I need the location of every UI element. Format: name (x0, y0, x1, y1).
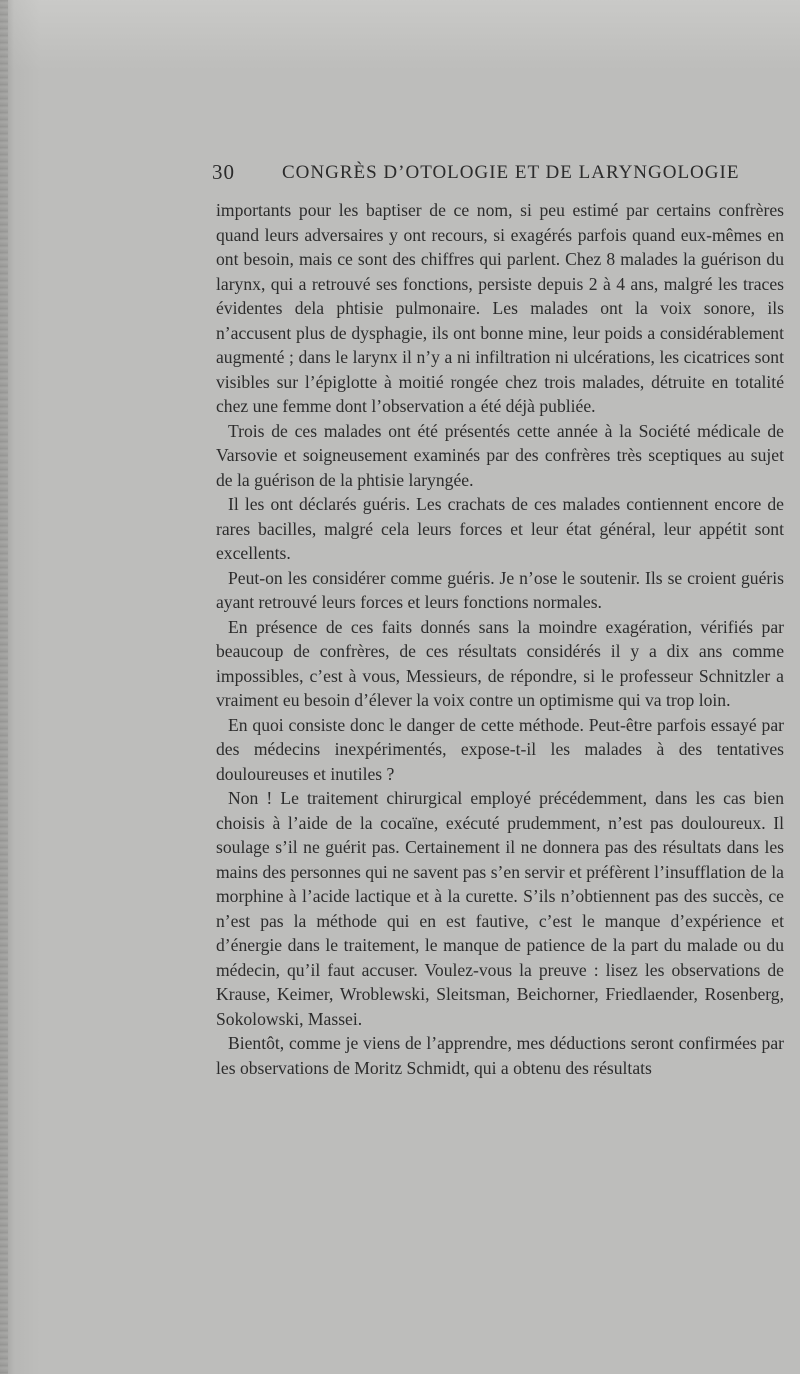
body-text (216, 198, 784, 1080)
running-title: CONGRÈS D’OTOLOGIE ET DE LARYNGOLOGIE (282, 162, 740, 183)
paragraph: Trois de ces malades ont été présentés cette année à la Société médicale de Varsovie et soigneusement examinés par des confrères très sceptiques au sujet de la guérison de la phtisie laryngée. (216, 420, 784, 490)
running-header (212, 160, 772, 190)
paragraph: En présence de ces faits donnés sans la moindre exagération, vérifiés par beaucoup de confrères, de ces résultats considérés il y a dix ans comme impossibles, c’est à vous, Messieurs, de répondre, si le professeur Schnitzler a vraiment eu besoin d’élever la voix contre un optimisme qui va trop loin. (216, 616, 784, 710)
paragraph: Bientôt, comme je viens de l’apprendre, mes déductions seront confirmées par les observations de Moritz Schmidt, qui a obtenu des résultats (216, 1033, 784, 1078)
paragraph: En quoi consiste donc le danger de cette méthode. Peut-être parfois essayé par des médecins inexpérimentés, expose-t-il les malades à des tentatives douloureuses et inutiles ? (216, 714, 784, 784)
paragraph-continuation: importants pour les baptiser de ce nom, si peu estimé par certains confrères quand leurs adversaires y ont recours, si exagérés parfois quand eux-mêmes en ont besoin, mais ce sont des chiffres qui parlent. Chez 8 malades la guérison du larynx, qui a retrouvé ses fonctions, persiste depuis 2 à 4 ans, malgré les traces évidentes dela phtisie pulmonaire. Les malades ont la voix sonore, ils n’accusent plus de dysphagie, ils ont bonne mine, leur poids a considérablement augmenté ; dans le larynx il n’y a ni infiltration ni ulcérations, les cicatrices sont visibles sur l’épiglotte à moitié rongée chez trois malades, détruite en totalité chez une femme dont l’observation a été déjà publiée. (216, 200, 784, 416)
page-number: 30 (212, 160, 235, 184)
page-gutter-edge (0, 0, 8, 1374)
paragraph: Il les ont déclarés guéris. Les crachats de ces malades contiennent encore de rares bacilles, malgré cela leurs forces et leur état général, leur appétit sont excellents. (216, 494, 784, 563)
paragraph: Non ! Le traitement chirurgical employé précédemment, dans les cas bien choisis à l’aide de la cocaïne, exécuté prudemment, n’est pas douloureux. Il soulage s’il ne guérit pas. Certainement il ne donnera pas des résultats dans les mains des personnes qui ne savent pas s’en servir et préfèrent l’insufflation de la morphine à l’acide lactique et à la curette. S’ils n’obtiennent pas des succès, ce n’est pas la méthode qui en est fautive, c’est le manque d’expérience et d’énergie dans le traitement, le manque de patience de la part du malade ou du médecin, qu’il faut accuser. Voulez-vous la preuve : lisez les observations de Krause, Keimer, Wroblewski, Sleitsman, Beichorner, Friedlaender, Rosenberg, Sokolowski, Massei. (216, 788, 784, 1029)
paragraph: Peut-on les considérer comme guéris. Je n’ose le soutenir. Ils se croient guéris ayant retrouvé leurs forces et leurs fonctions normales. (216, 567, 784, 612)
